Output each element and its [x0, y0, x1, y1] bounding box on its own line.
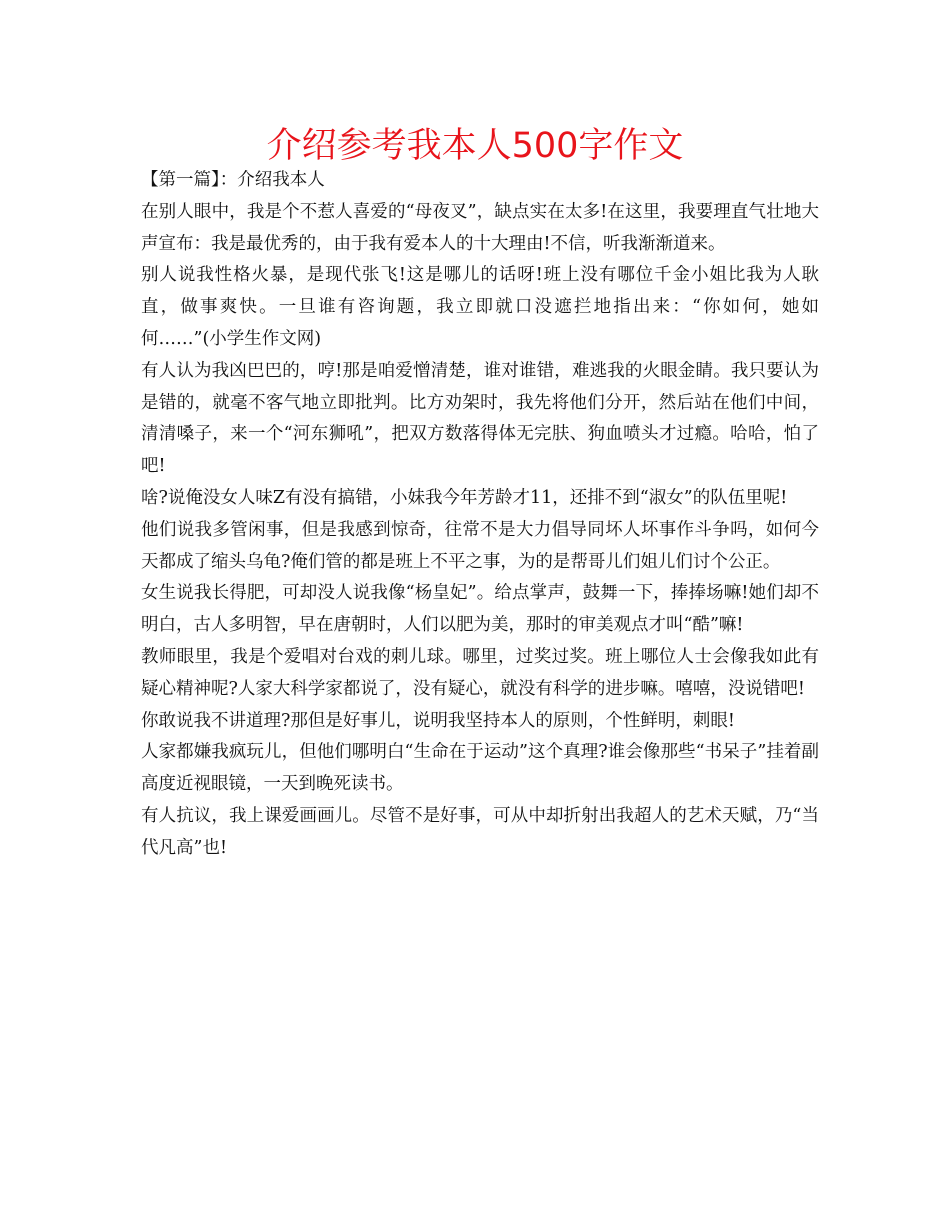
paragraph: 你敢说我不讲道理?那但是好事儿，说明我坚持本人的原则，个性鲜明，刺眼!	[141, 710, 735, 731]
page-title: 介绍参考我本人500字作文	[266, 126, 684, 166]
paragraph: 在别人眼中，我是个不惹人喜爱的“母夜叉”，缺点实在太多!在这里，我要理直气壮地大声宣布：我是最优秀的，由于我有爱本人的十大理由!不信，听我渐渐道来。	[141, 201, 819, 254]
paragraph: 啥?说俺没女人味Z有没有搞错，小妹我今年芳龄才11，还排不到“淑女”的队伍里呢!	[141, 487, 788, 508]
paragraph: 女生说我长得肥，可却没人说我像“杨皇妃”。给点掌声，鼓舞一下，捧捧场嘛!她们却不明白，古人多明智，早在唐朝时，人们以肥为美，那时的审美观点才叫“酷”嘛!	[141, 583, 819, 636]
paragraph: 有人抗议，我上课爱画画儿。尽管不是好事，可从中却折射出我超人的艺术天赋，乃“当代凡高”也!	[141, 805, 819, 858]
section-heading: 【第一篇】：介绍我本人	[141, 170, 325, 190]
paragraph: 别人说我性格火暴，是现代张飞!这是哪儿的话呀!班上没有哪位千金小姐比我为人耿直，做事爽快。一旦谁有咨询题，我立即就口没遮拦地指出来：“你如何，她如何……”(小学生作文网)	[141, 265, 819, 349]
paragraph: 教师眼里，我是个爱唱对台戏的刺儿球。哪里，过奖过奖。班上哪位人士会像我如此有疑心精神呢?人家大科学家都说了，没有疑心，就没有科学的进步嘛。嘻嘻，没说错吧!	[141, 646, 819, 699]
document-body	[141, 165, 819, 865]
paragraph: 有人认为我凶巴巴的，哼!那是咱爱憎清楚，谁对谁错，难逃我的火眼金睛。我只要认为是错的，就毫不客气地立即批判。比方劝架时，我先将他们分开，然后站在他们中间，清清嗓子，来一个“河东狮吼”，把双方数落得体无完肤、狗血喷头才过瘾。哈哈，怕了吧!	[141, 360, 819, 477]
paragraph: 人家都嫌我疯玩儿，但他们哪明白“生命在于运动”这个真理?谁会像那些“书呆子”挂着副高度近视眼镜，一天到晚死读书。	[141, 742, 819, 795]
paragraph: 他们说我多管闲事，但是我感到惊奇，往常不是大力倡导同坏人坏事作斗争吗，如何今天都成了缩头乌龟?俺们管的都是班上不平之事，为的是帮哥儿们姐儿们讨个公正。	[141, 519, 819, 572]
